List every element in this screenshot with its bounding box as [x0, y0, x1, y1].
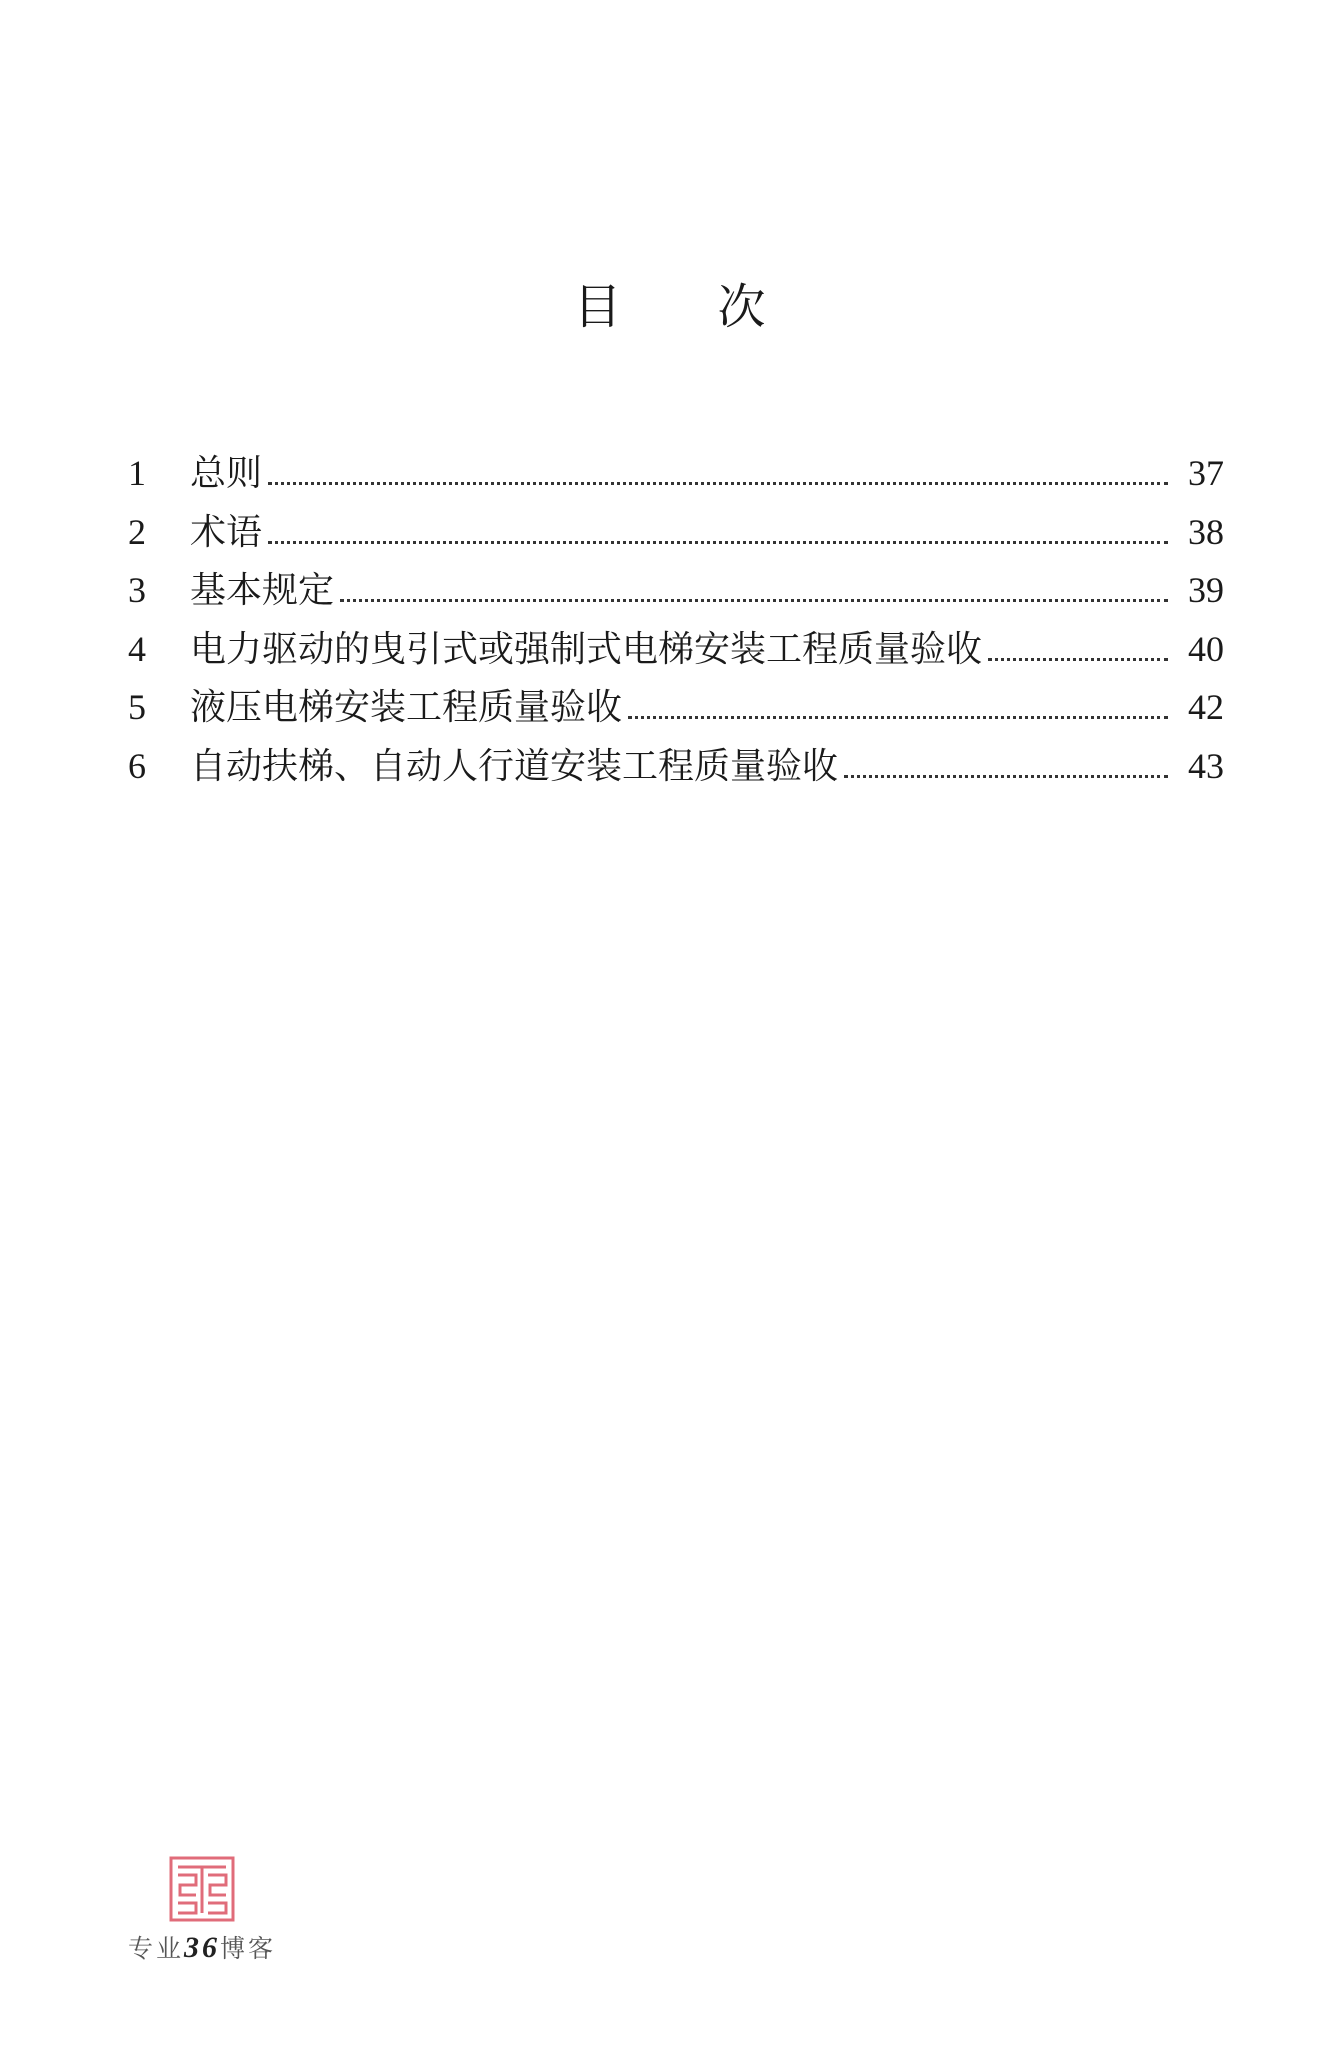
watermark-text-right: 博客	[220, 1934, 277, 1963]
toc-entry-3[interactable]	[128, 561, 1224, 620]
toc-entry-page: 39	[1188, 570, 1224, 610]
toc-entry-number: 4	[128, 628, 146, 669]
toc-entry-4[interactable]	[128, 620, 1224, 679]
toc-entry-6[interactable]	[128, 737, 1224, 796]
toc-entry-page: 37	[1188, 453, 1224, 493]
toc-leader-dots	[268, 482, 1168, 485]
toc-entry-2[interactable]	[128, 503, 1224, 562]
toc-leader-dots	[268, 541, 1168, 544]
toc-entry-page: 38	[1188, 511, 1224, 552]
table-of-contents	[128, 444, 1224, 795]
toc-entry-page: 42	[1188, 687, 1224, 727]
title-char-2: 次	[717, 279, 766, 335]
toc-entry-title: 术语	[190, 511, 263, 553]
seal-stamp-graphic	[168, 1855, 236, 1923]
toc-entry-page: 43	[1188, 745, 1224, 786]
title-char-1: 目	[573, 279, 622, 335]
toc-entry-title: 基本规定	[190, 570, 335, 611]
toc-entry-number: 6	[128, 745, 146, 786]
toc-entry-title: 自动扶梯、自动人行道安装工程质量验收	[190, 745, 839, 787]
toc-entry-5[interactable]	[128, 678, 1224, 737]
toc-leader-dots	[628, 716, 1168, 719]
toc-leader-dots	[988, 658, 1168, 661]
toc-entry-page: 40	[1188, 628, 1224, 669]
footer-watermark	[128, 1929, 276, 1965]
toc-entry-number: 3	[128, 570, 146, 610]
toc-entry-title: 总则	[190, 453, 263, 494]
toc-entry-number: 2	[128, 511, 146, 552]
page-title	[0, 268, 1339, 337]
toc-entry-number: 1	[128, 453, 146, 493]
page-number: 36	[184, 1931, 221, 1964]
seal-stamp-icon	[168, 1855, 236, 1923]
toc-leader-dots	[340, 599, 1168, 602]
watermark-text-left: 专业	[128, 1934, 185, 1963]
toc-entry-title: 电力驱动的曳引式或强制式电梯安装工程质量验收	[190, 628, 983, 670]
toc-leader-dots	[844, 775, 1168, 778]
toc-entry-number: 5	[128, 687, 146, 727]
toc-entry-title: 液压电梯安装工程质量验收	[190, 687, 623, 728]
toc-entry-1[interactable]	[128, 444, 1224, 503]
